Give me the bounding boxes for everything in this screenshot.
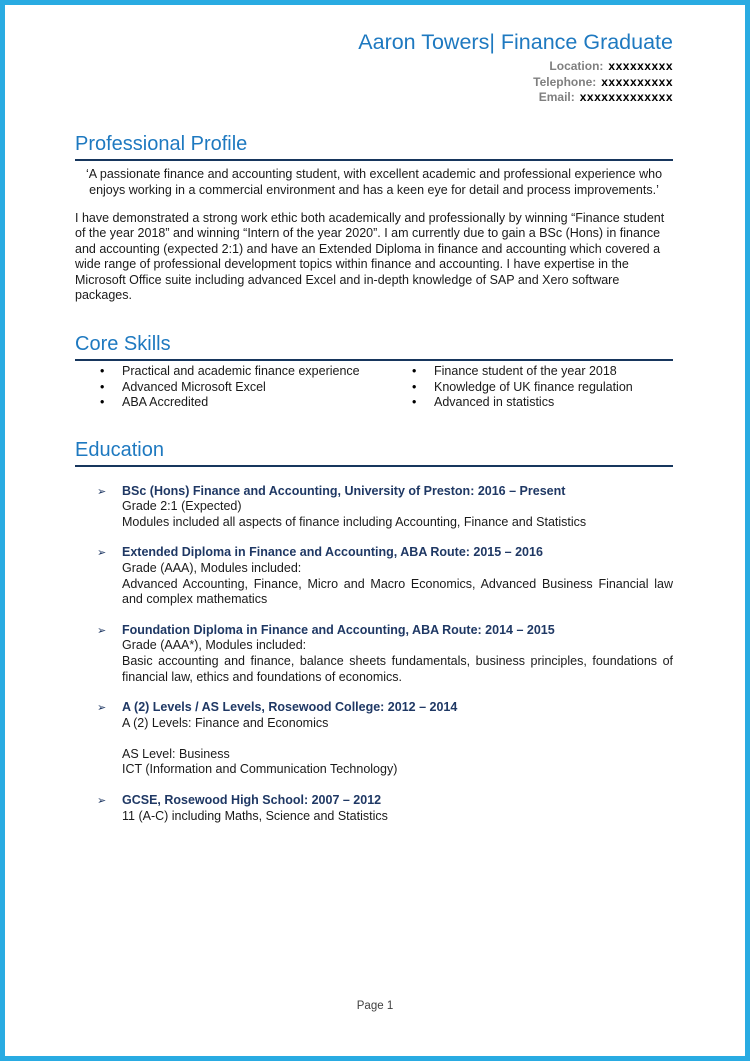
arrow-bullet-icon: ➢	[97, 795, 107, 808]
contact-line	[75, 75, 673, 91]
skill-text: Finance student of the year 2018	[434, 364, 617, 379]
contact-line	[75, 90, 673, 106]
arrow-bullet-icon: ➢	[97, 702, 107, 715]
core-skills-heading: Core Skills	[75, 332, 673, 361]
education-item-body	[122, 623, 673, 685]
contact-label: Location:	[549, 59, 604, 73]
education-item	[75, 484, 673, 531]
education-item	[75, 700, 673, 778]
education-item-line	[122, 731, 673, 747]
page-content	[5, 29, 745, 824]
skill-text: Advanced in statistics	[434, 395, 555, 410]
education-item-title: BSc (Hons) Finance and Accounting, University of Preston: 2016 – Present	[122, 483, 566, 498]
page-title: Aaron Towers| Finance Graduate	[358, 30, 673, 54]
education-item-line: Basic accounting and finance, balance sheets fundamentals, business principles, foundations of financial law, ethics and foundations of economics.	[122, 653, 673, 684]
contact-value: xxxxxxxxxx	[601, 74, 673, 89]
education-item-line: AS Level: Business	[122, 746, 230, 761]
education-item-lines	[122, 499, 673, 530]
contact-block	[75, 59, 673, 106]
bullet-icon	[387, 395, 434, 411]
skill-item	[75, 364, 387, 380]
arrow-bullet-icon: ➢	[97, 485, 107, 498]
section-education	[75, 438, 673, 825]
bullet-icon	[75, 380, 122, 396]
education-item-lines	[122, 561, 673, 608]
education-item	[75, 545, 673, 607]
contact-value: xxxxxxxxxxxxx	[579, 90, 673, 104]
education-item	[75, 793, 673, 824]
profile-body: I have demonstrated a strong work ethic both academically and professionally by winning “Finance student of the year 2018” and winning “Intern of the year 2020”. I am currently due to gain a BSc (Hons) in finance and accounting (expected 2:1) and have an Extended Diploma in finance and accounting which covered a wide range of professional development topics within finance and accounting. I have expertise in the Microsoft Office suite including advanced Excel and in-depth knowledge of SAP and Xero software packages.	[75, 210, 665, 303]
professional-profile-heading: Professional Profile	[75, 132, 673, 161]
skill-text: ABA Accredited	[122, 395, 209, 410]
education-item-lines	[122, 716, 673, 778]
education-item-lines	[122, 809, 673, 825]
education-item-line: 11 (A-C) including Maths, Science and Statistics	[122, 808, 388, 823]
education-item-lines	[122, 638, 673, 685]
bullet-icon	[387, 364, 434, 380]
education-item-line: A (2) Levels: Finance and Economics	[122, 715, 329, 730]
section-core-skills	[75, 332, 673, 411]
education-item-title: A (2) Levels / AS Levels, Rosewood College: 2012 – 2014	[122, 700, 458, 715]
education-item-body	[122, 484, 673, 531]
education-item-line: Grade 2:1 (Expected)	[122, 499, 242, 514]
contact-line	[75, 59, 673, 75]
education-item-title: GCSE, Rosewood High School: 2007 – 2012	[122, 793, 382, 808]
contact-label: Email:	[538, 90, 575, 104]
contact-label: Telephone:	[533, 74, 597, 89]
bullet-icon	[75, 395, 122, 411]
education-list	[75, 484, 673, 825]
cv-header	[75, 29, 673, 106]
page-footer	[5, 1000, 745, 1012]
education-item-body	[122, 700, 673, 778]
arrow-bullet-icon: ➢	[97, 547, 107, 560]
page-number: Page 1	[356, 1000, 394, 1012]
bullet-icon	[75, 364, 122, 380]
education-item-body	[122, 545, 673, 607]
education-item	[75, 623, 673, 685]
education-item-line: Grade (AAA*), Modules included:	[122, 638, 307, 653]
education-item-line: ICT (Information and Communication Technology)	[122, 762, 398, 777]
skills-columns	[75, 364, 673, 411]
education-item-line: Modules included all aspects of finance including Accounting, Finance and Statistics	[122, 514, 587, 529]
profile-quote: ‘A passionate finance and accounting student, with excellent academic and professional experience who enjoys working in a commercial environment and has a keen eye for detail and process improvements.’	[85, 166, 663, 197]
skills-column-left	[75, 364, 387, 411]
skills-column-right	[387, 364, 673, 411]
education-item-line: Grade (AAA), Modules included:	[122, 560, 302, 575]
skill-item	[387, 380, 673, 396]
skill-item	[75, 380, 387, 396]
education-item-title: Foundation Diploma in Finance and Accounting, ABA Route: 2014 – 2015	[122, 622, 555, 637]
education-item-title: Extended Diploma in Finance and Accounting, ABA Route: 2015 – 2016	[122, 545, 543, 560]
education-item-line: Advanced Accounting, Finance, Micro and Macro Economics, Advanced Business Financial law and complex mathematics	[122, 576, 673, 607]
skill-item	[75, 395, 387, 411]
skill-item	[387, 395, 673, 411]
education-item-body	[122, 793, 673, 824]
contact-value: xxxxxxxxx	[608, 59, 673, 73]
skill-text: Knowledge of UK finance regulation	[434, 379, 633, 394]
skill-text: Advanced Microsoft Excel	[122, 379, 266, 394]
bullet-icon	[387, 380, 434, 396]
skill-text: Practical and academic finance experience	[122, 364, 360, 379]
section-professional-profile	[75, 132, 673, 305]
skill-item	[387, 364, 673, 380]
arrow-bullet-icon: ➢	[97, 624, 107, 637]
education-heading: Education	[75, 438, 673, 467]
